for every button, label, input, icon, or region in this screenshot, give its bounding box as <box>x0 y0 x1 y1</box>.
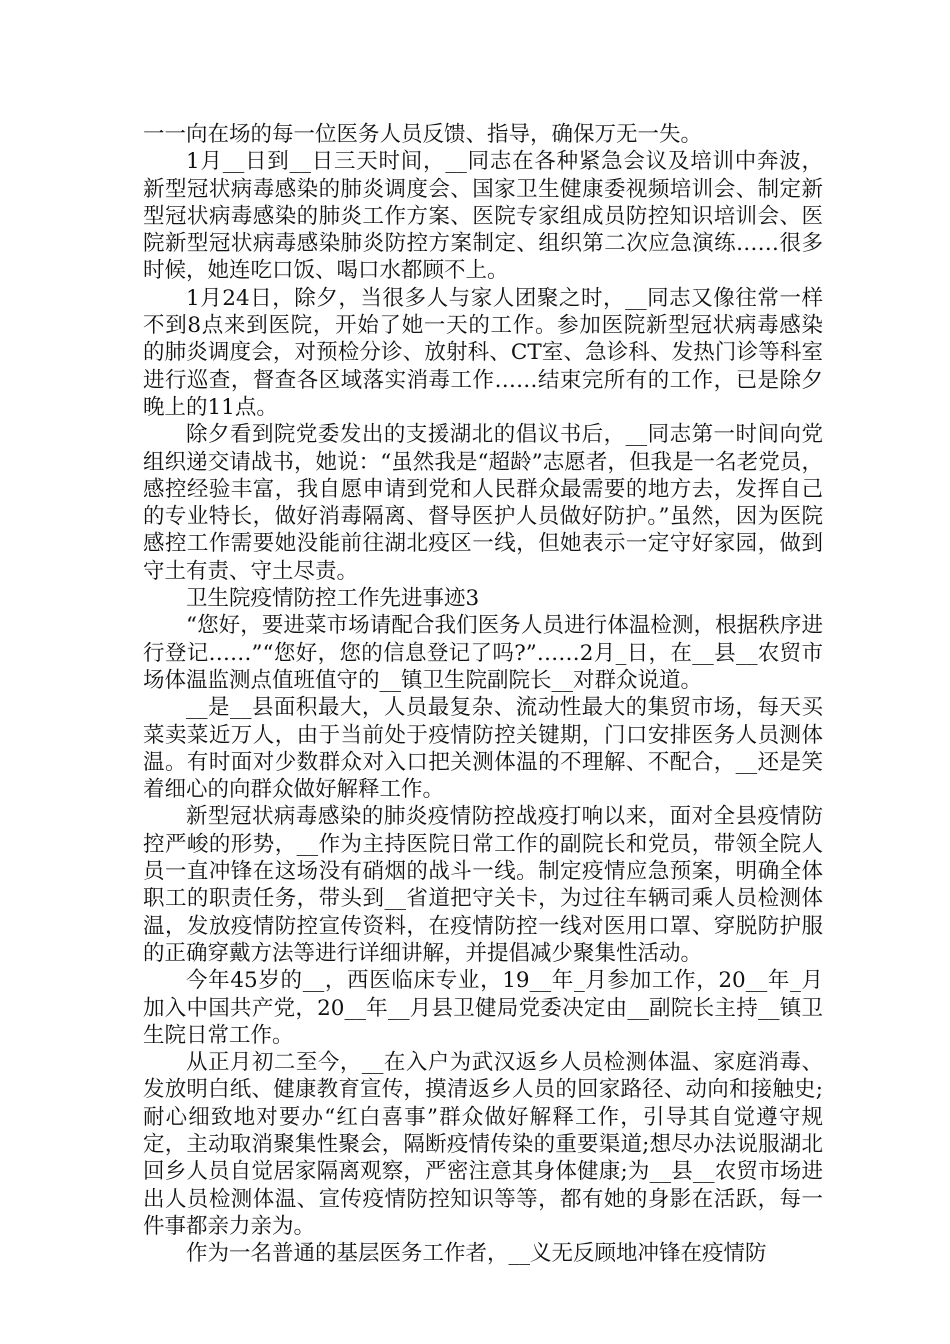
paragraph: 新型冠状病毒感染的肺炎疫情防控战疫打响以来，面对全县疫情防控严峻的形势，__作为主持医院日常工作的副院长和党员，带领全院人员一直冲锋在这场没有硝烟的战斗一线。制定疫情应急预案，明确全体职工的职责任务，带头到__省道把守关卡，为过往车辆司乘人员检测体温，发放疫情防控宣传资料，在疫情防控一线对医用口罩、穿脱防护服的正确穿戴方法等进行详细讲解，并提倡减少聚集性活动。 <box>143 804 823 966</box>
document-body <box>143 121 823 1267</box>
paragraph: 作为一名普通的基层医务工作者，__义无反顾地冲锋在疫情防 <box>186 1241 767 1267</box>
paragraph: 1月__日到__日三天时间，__同志在各种紧急会议及培训中奔波，新型冠状病毒感染的肺炎调度会、国家卫生健康委视频培训会、制定新型冠状病毒感染的肺炎工作方案、医院专家组成员防控知识培训会、医院新型冠状病毒感染肺炎防控方案制定、组织第二次应急演练……很多时候，她连吃口饭、喝口水都顾不上。 <box>143 149 823 284</box>
section-heading: 卫生院疫情防控工作先进事迹3 <box>186 586 480 612</box>
paragraph: “您好，要进菜市场请配合我们医务人员进行体温检测，根据秩序进行登记……”“您好，您的信息登记了吗?”……2月_日，在__县__农贸市场体温监测点值班值守的__镇卫生院副院长__对群众说道。 <box>143 613 823 693</box>
paragraph: 从正月初二至今，__在入户为武汉返乡人员检测体温、家庭消毒、发放明白纸、健康教育宣传，摸清返乡人员的回家路径、动向和接触史;耐心细致地对要办“红白喜事”群众做好解释工作，引导其自觉遵守规定，主动取消聚集性聚会，隔断疫情传染的重要渠道;想尽办法说服湖北回乡人员自觉居家隔离观察，严密注意其身体健康;为__县__农贸市场进出人员检测体温、宣传疫情防控知识等等，都有她的身影在活跃，每一件事都亲力亲为。 <box>143 1050 823 1239</box>
paragraph: 除夕看到院党委发出的支援湖北的倡议书后，__同志第一时间向党组织递交请战书，她说：“虽然我是“超龄”志愿者，但我是一名老党员，感控经验丰富，我自愿申请到党和人民群众最需要的地方去，发挥自己的专业特长，做好消毒隔离、督导医护人员做好防护。”虽然，因为医院感控工作需要她没能前往湖北疫区一线，但她表示一定守好家园，做到守土有责、守土尽责。 <box>143 422 823 584</box>
paragraph: 1月24日，除夕，当很多人与家人团聚之时，__同志又像往常一样不到8点来到医院，开始了她一天的工作。参加医院新型冠状病毒感染的肺炎调度会，对预检分诊、放射科、CT室、急诊科、发热门诊等科室进行巡查，督查各区域落实消毒工作……结束完所有的工作，已是除夕晚上的11点。 <box>143 285 823 420</box>
paragraph-continuation: 一一向在场的每一位医务人员反馈、指导，确保万无一失。 <box>143 122 703 147</box>
paragraph: __是__县面积最大，人员最复杂、流动性最大的集贸市场，每天买菜卖菜近万人，由于当前处于疫情防控关键期，门口安排医务人员测体温。有时面对少数群众对入口把关测体温的不理解、不配合，__还是笑着细心的向群众做好解释工作。 <box>143 695 823 803</box>
paragraph: 今年45岁的__，西医临床专业，19__年_月参加工作，20__年_月加入中国共产党，20__年__月县卫健局党委决定由__副院长主持__镇卫生院日常工作。 <box>143 968 823 1048</box>
